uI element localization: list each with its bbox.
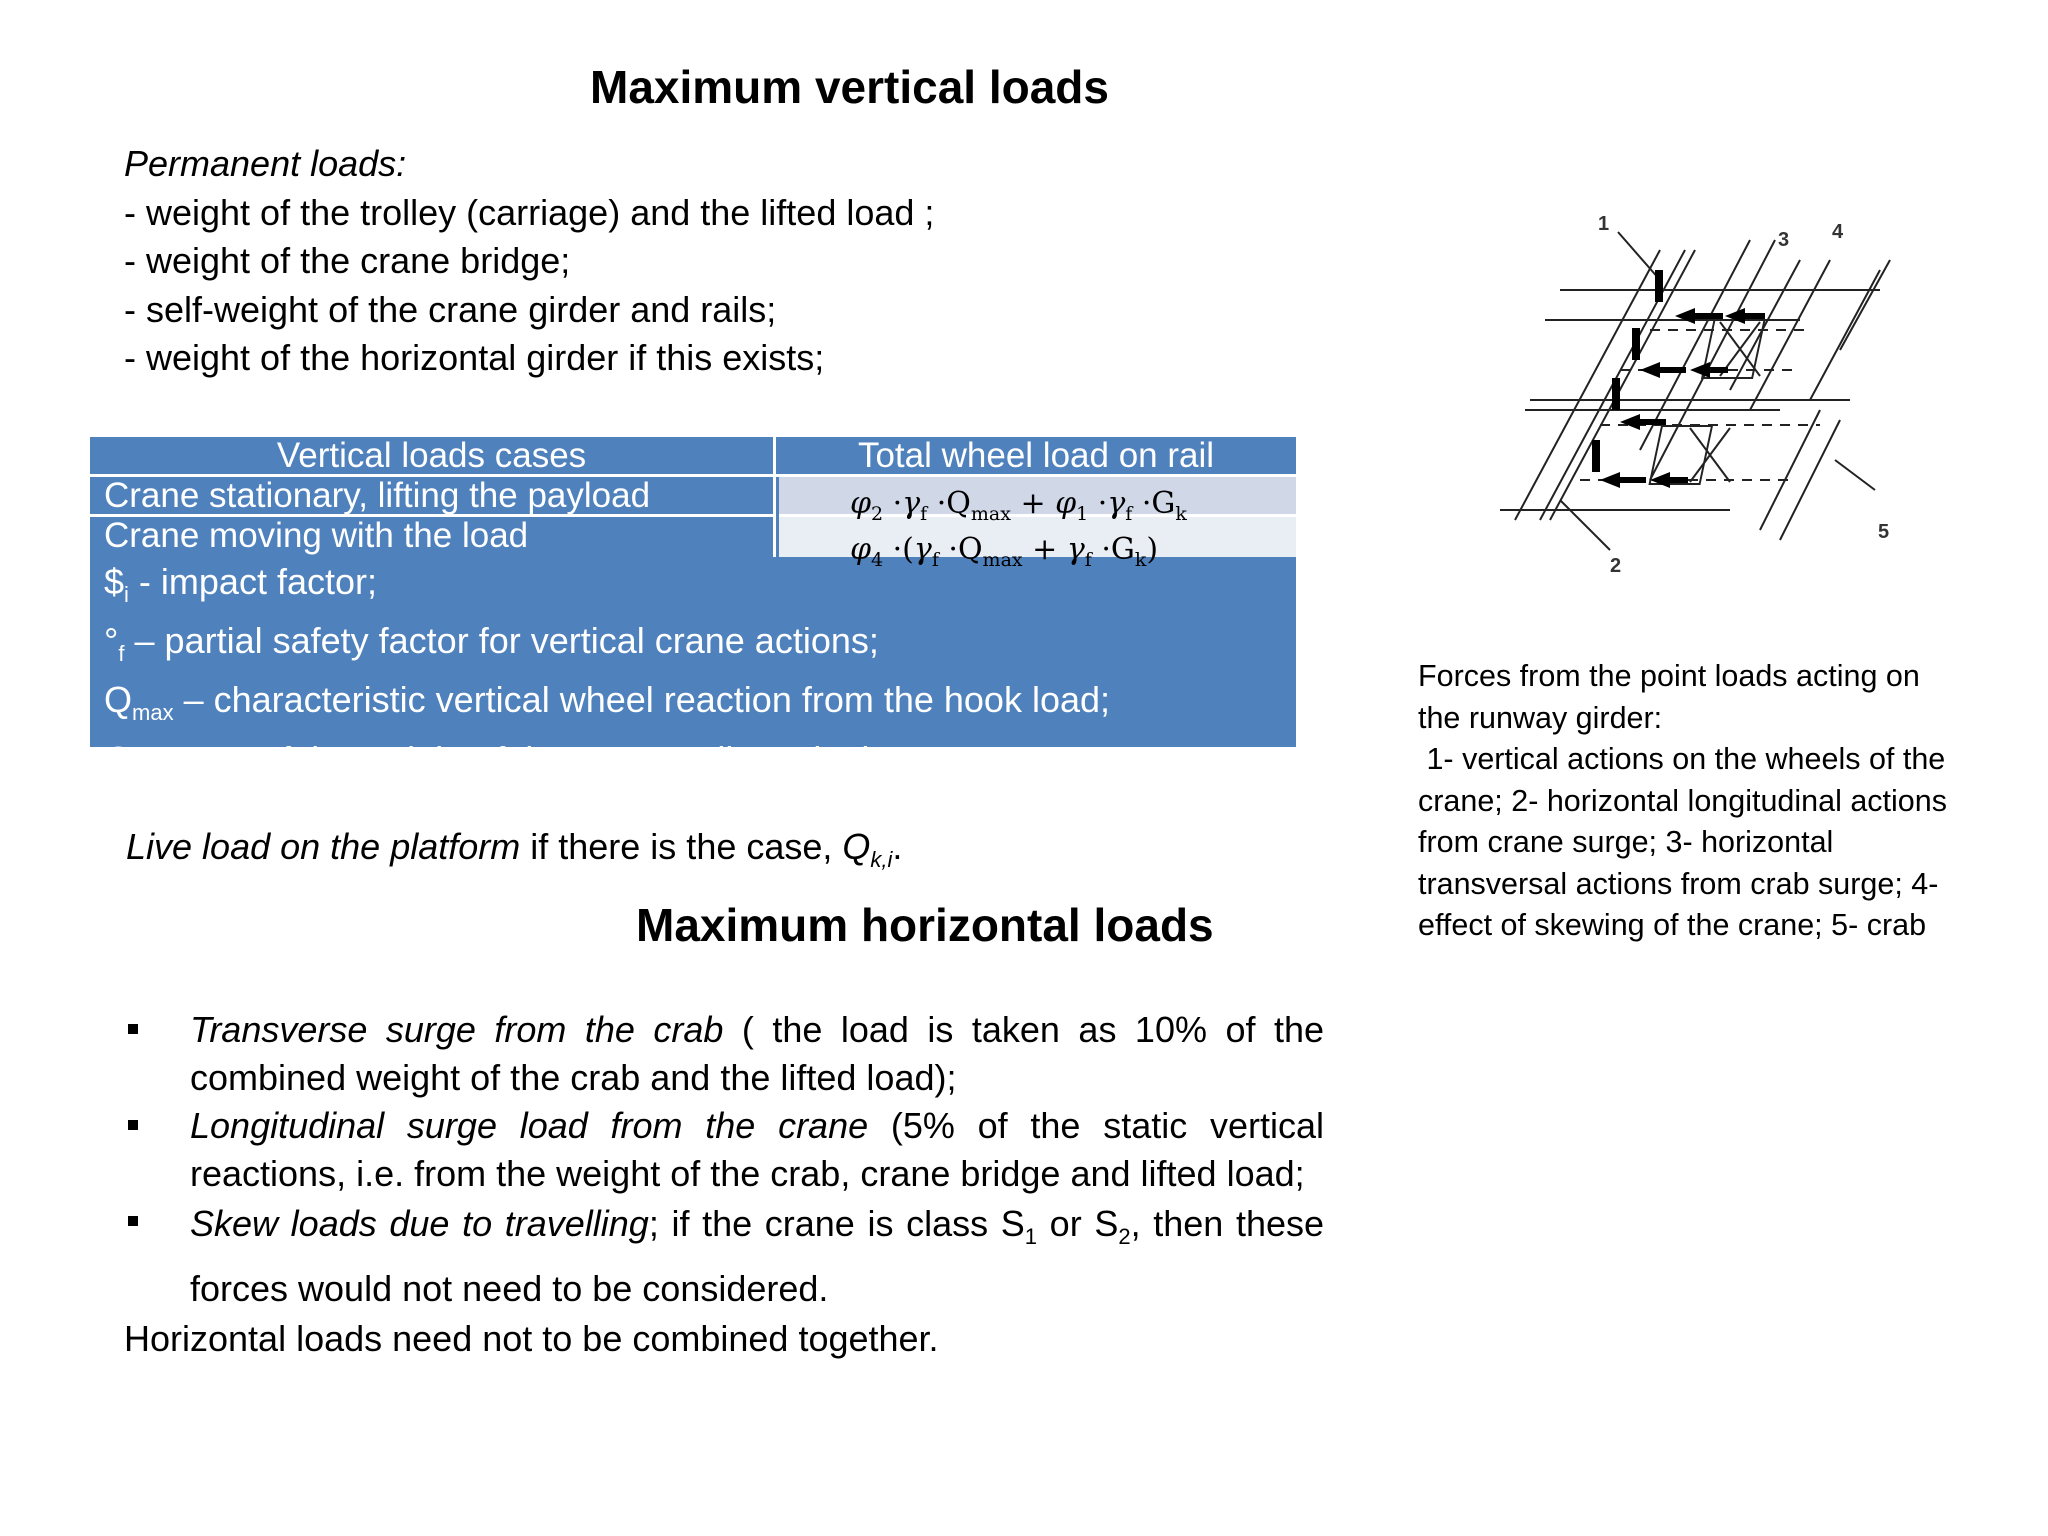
list-item: Skew loads due to travelling; if the crane is class $S_1$ or $S_2$, then these forces would not need to be considered. (124, 1198, 1324, 1315)
horizontal-footer: Horizontal loads need not to be combined together. (124, 1318, 939, 1360)
page-title: Maximum vertical loads (590, 61, 1109, 113)
table-definitions (104, 559, 1110, 796)
bullet-icon (128, 1024, 138, 1034)
table-header-cases: Vertical loads cases (90, 437, 776, 477)
formula-stationary: $\varphi_2 \cdot\gamma_f \cdot Q_{max} + \varphi_1 \cdot\gamma_f \cdot G_k$ (850, 486, 1187, 525)
permanent-item: - weight of the horizontal girder if this exists; (124, 337, 825, 378)
caption-line: the runway girder: (1418, 700, 1663, 735)
definition-line: $\$_i$ - impact factor; (104, 561, 377, 608)
definition-line: $G_k$ – sum of the weight of the crane, rails and others (104, 738, 932, 785)
caption-line: crane; 2- horizontal longitudinal actions (1418, 783, 1947, 818)
section-title-horizontal: Maximum horizontal loads (636, 899, 1214, 951)
crane-runway-diagram (1500, 200, 1920, 600)
diagram-label: 4 (1832, 221, 1844, 243)
caption-line: effect of skewing of the crane; 5- crab (1418, 908, 1927, 942)
caption-line: Forces from the point loads acting on (1418, 659, 1920, 693)
permanent-item: - self-weight of the crane girder and rails; (124, 288, 777, 330)
permanent-heading: Permanent loads: (124, 143, 407, 184)
horizontal-loads-list (124, 1006, 1324, 1363)
permanent-item: - weight of the crane bridge; (124, 240, 571, 281)
definition-line: $Q_{max}$ – characteristic vertical wheel reaction from the hook load; (104, 679, 1111, 726)
table-row-moving: Crane moving with the load (90, 517, 776, 557)
diagram-label: 1 (1598, 213, 1610, 235)
permanent-loads (124, 140, 934, 383)
diagram-label: 5 (1878, 521, 1890, 543)
list-item: Longitudinal surge load from the crane (5% of the static vertical reactions, i.e. from the weight of the crab, crane bridge and lifted load; (124, 1102, 1324, 1198)
formula-moving: $\varphi_4 \cdot(\gamma_f \cdot Q_{max} + \gamma_f \cdot G_k)$ (850, 532, 1159, 571)
bullet-icon (128, 1216, 138, 1226)
live-load: Live load on the platform if there is the case, $Q_{k,i}$. (126, 826, 903, 873)
table-header-wheel-load: Total wheel load on rail (776, 437, 1296, 477)
list-item: Transverse surge from the crab ( the load is taken as 10% of the combined weight of the crab and the lifted load); (124, 1006, 1324, 1102)
permanent-item: - weight of the trolley (carriage) and the lifted load ; (124, 191, 935, 233)
caption-line: from crane surge; 3- horizontal (1418, 825, 1834, 859)
caption-line: 1- vertical actions on the wheels of the (1418, 742, 1946, 776)
table-row-stationary: Crane stationary, lifting the payload (90, 477, 776, 517)
bullet-icon (128, 1120, 138, 1130)
figure-caption (1418, 656, 2008, 947)
caption-line: transversal actions from crab surge; 4- (1418, 866, 1939, 901)
diagram-label: 2 (1610, 555, 1622, 577)
vertical-loads-table (90, 437, 1296, 785)
diagram-label: 3 (1778, 229, 1790, 251)
definition-line: $^\circ_f$ – partial safety factor for vertical crane actions; (104, 620, 879, 667)
